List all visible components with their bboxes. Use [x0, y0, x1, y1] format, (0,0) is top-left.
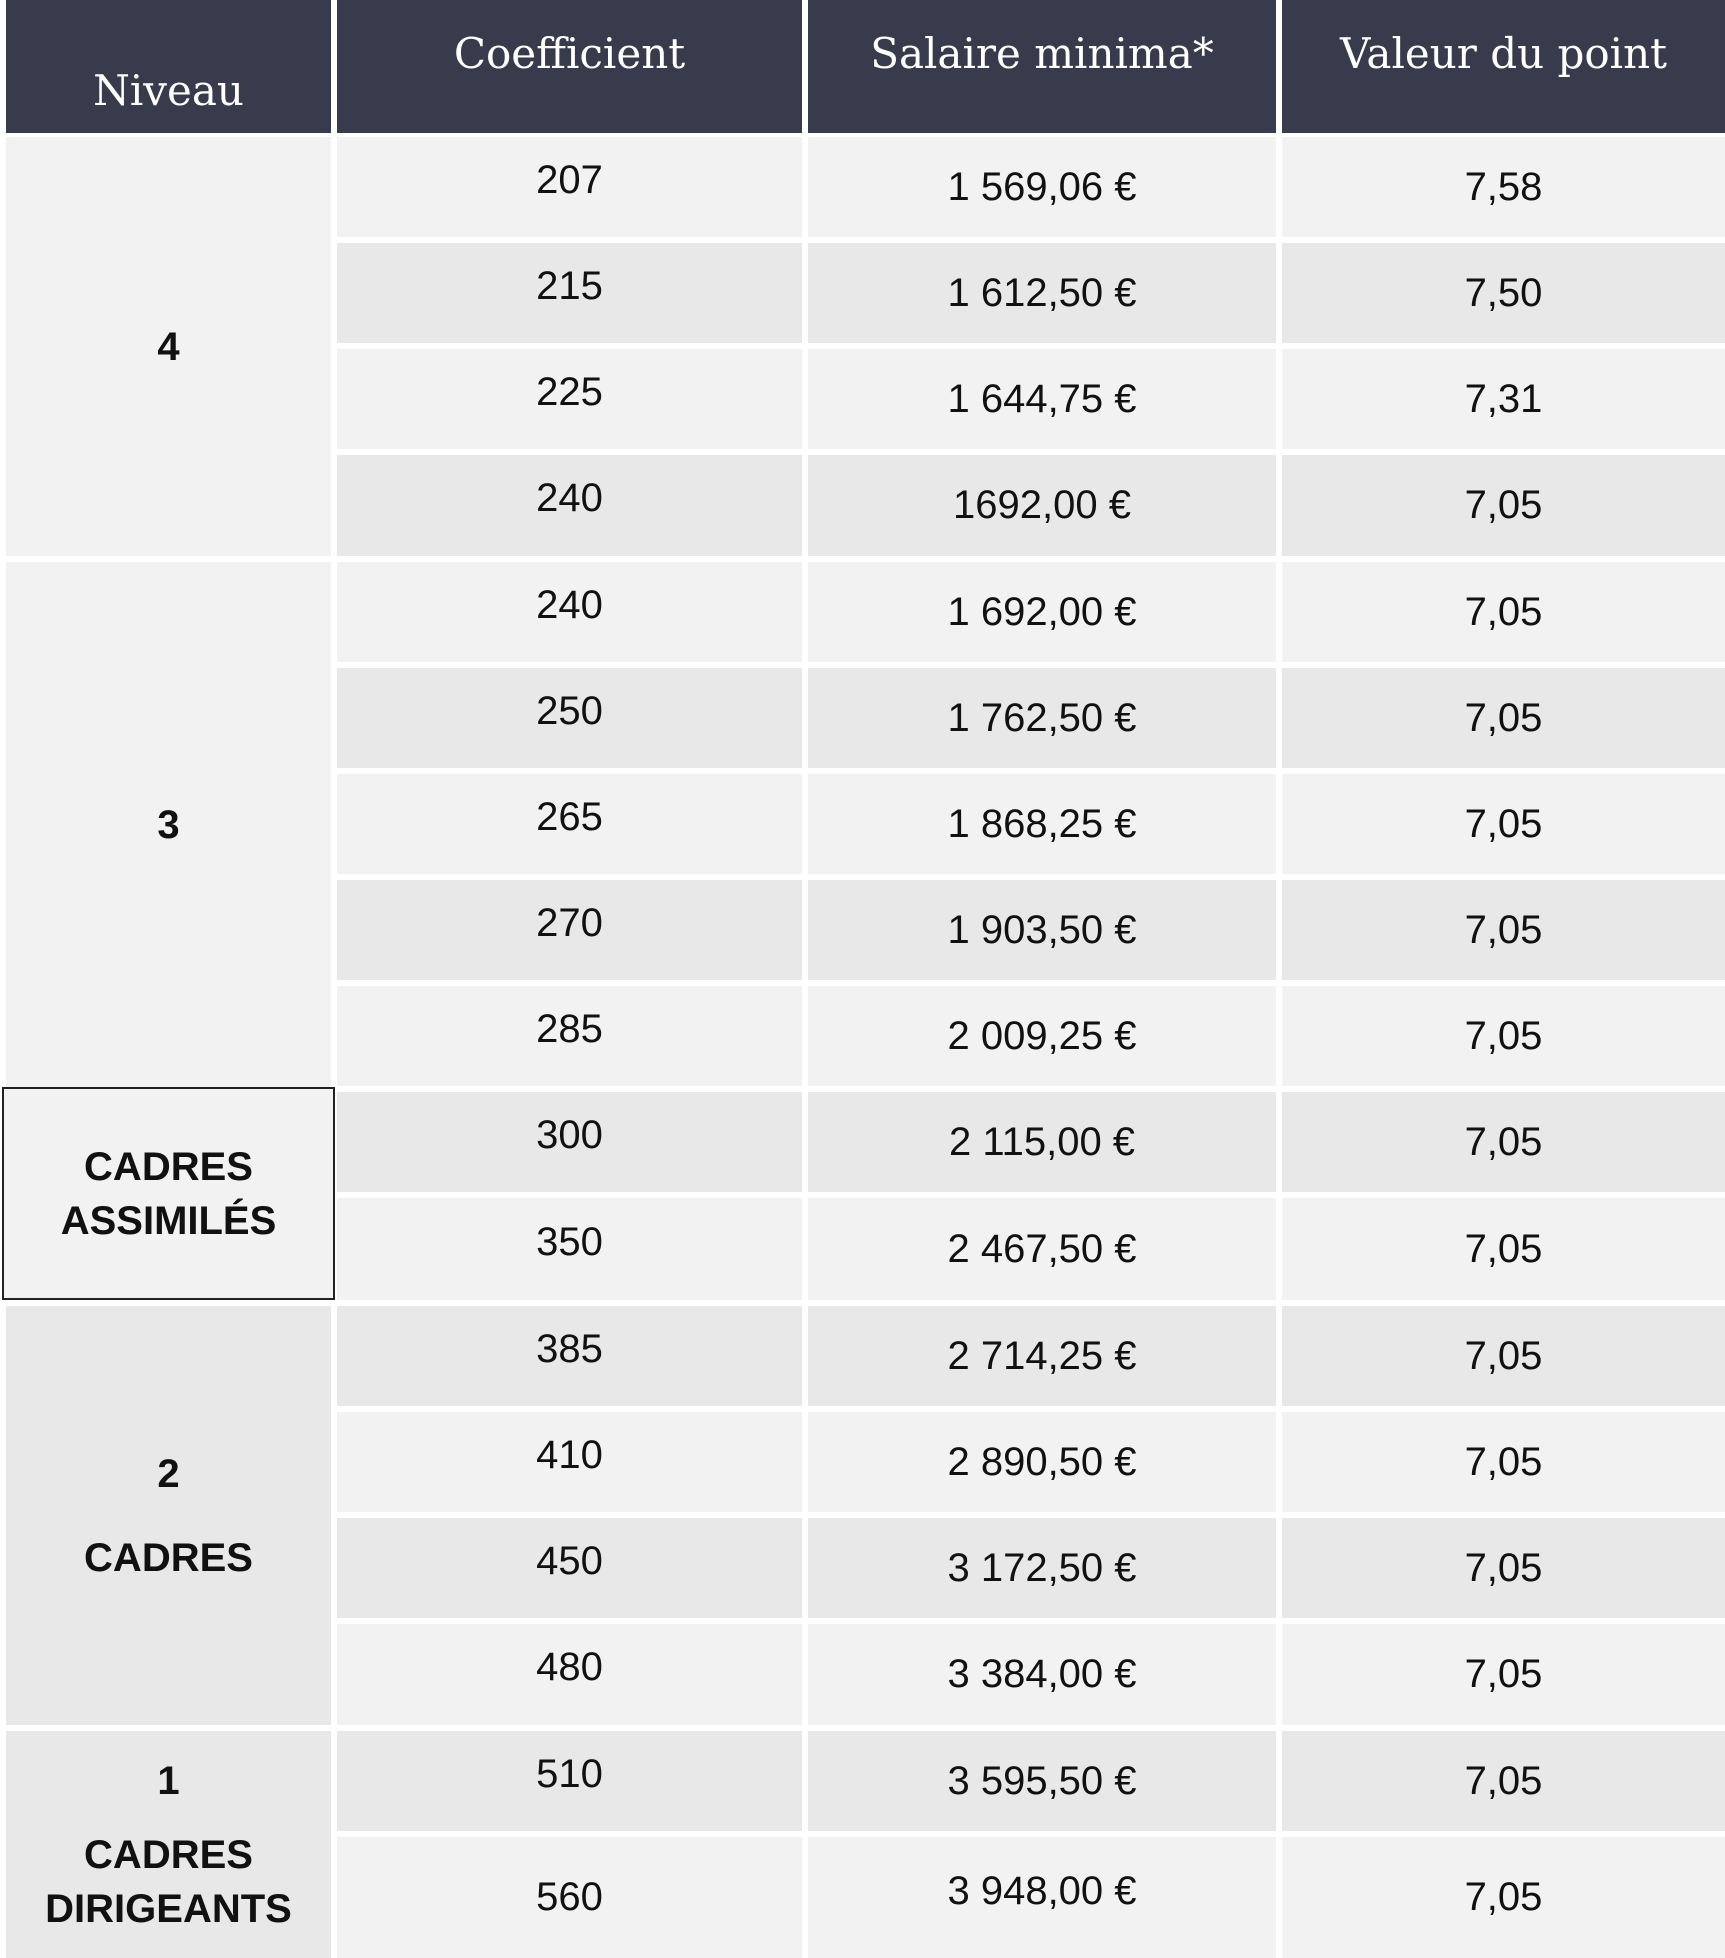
cell-coefficient: 207: [337, 137, 802, 237]
cell-salaire: 2 115,00 €: [808, 1092, 1276, 1192]
niveau-group-3: [6, 562, 331, 1087]
cell-coefficient: 215: [337, 243, 802, 343]
cell-valeur: 7,05: [1282, 562, 1725, 662]
cell-valeur: 7,31: [1282, 349, 1725, 449]
cell-valeur: 7,05: [1282, 1306, 1725, 1406]
header-niveau: Niveau: [6, 0, 331, 133]
niveau-group-4: [6, 137, 331, 556]
cell-valeur: 7,05: [1282, 774, 1725, 874]
cell-coefficient: 510: [337, 1731, 802, 1831]
niveau-label: 2: [157, 1451, 180, 1496]
header-coefficient: Coefficient: [337, 0, 802, 133]
cell-salaire: 3 595,50 €: [808, 1731, 1276, 1831]
cell-salaire: 3 172,50 €: [808, 1518, 1276, 1618]
cell-coefficient: 285: [337, 986, 802, 1086]
cell-valeur: 7,05: [1282, 1412, 1725, 1512]
group-line: ASSIMILÉS: [60, 1198, 277, 1243]
group-line: CADRES: [84, 1832, 253, 1877]
cell-salaire: 1 569,06 €: [808, 137, 1276, 237]
cell-valeur: 7,05: [1282, 1837, 1725, 1958]
cell-salaire: 2 009,25 €: [808, 986, 1276, 1086]
cell-salaire: 1 612,50 €: [808, 243, 1276, 343]
niveau-label: 1: [157, 1758, 180, 1803]
group-line: DIRIGEANTS: [45, 1886, 292, 1931]
cell-coefficient: 240: [337, 562, 802, 662]
cell-salaire: 1692,00 €: [808, 455, 1276, 556]
cell-coefficient: 265: [337, 774, 802, 874]
niveau-group-cadres-assimiles: [2, 1087, 335, 1300]
niveau-label: 4: [157, 324, 180, 369]
cell-coefficient: 300: [337, 1092, 802, 1192]
cell-coefficient: 450: [337, 1518, 802, 1618]
cell-coefficient: 560: [337, 1837, 802, 1958]
cell-coefficient: 410: [337, 1412, 802, 1512]
niveau-group-1-cadres-dirigeants: [6, 1731, 331, 1958]
cell-coefficient: 480: [337, 1624, 802, 1725]
cell-coefficient: 385: [337, 1306, 802, 1406]
cell-coefficient: 270: [337, 880, 802, 980]
cell-valeur: 7,05: [1282, 1518, 1725, 1618]
cell-valeur: 7,05: [1282, 1624, 1725, 1725]
cell-salaire: 1 868,25 €: [808, 774, 1276, 874]
cell-valeur: 7,05: [1282, 986, 1725, 1086]
group-line: CADRES: [84, 1144, 253, 1189]
cell-salaire: 2 890,50 €: [808, 1412, 1276, 1512]
cell-valeur: 7,50: [1282, 243, 1725, 343]
niveau-label: 3: [157, 802, 180, 847]
cell-valeur: 7,05: [1282, 1731, 1725, 1831]
cell-salaire: 3 384,00 €: [808, 1624, 1276, 1725]
header-salaire-minima: Salaire minima*: [808, 0, 1276, 133]
cell-salaire: 1 692,00 €: [808, 562, 1276, 662]
cell-valeur: 7,05: [1282, 668, 1725, 768]
cell-coefficient: 250: [337, 668, 802, 768]
cell-salaire: 1 644,75 €: [808, 349, 1276, 449]
group-line: CADRES: [84, 1535, 253, 1580]
cell-salaire: 2 467,50 €: [808, 1198, 1276, 1300]
cell-salaire: 2 714,25 €: [808, 1306, 1276, 1406]
header-valeur-du-point: Valeur du point: [1282, 0, 1725, 133]
cell-valeur: 7,05: [1282, 880, 1725, 980]
cell-coefficient: 350: [337, 1198, 802, 1300]
cell-coefficient: 240: [337, 455, 802, 556]
cell-valeur: 7,05: [1282, 1092, 1725, 1192]
cell-valeur: 7,05: [1282, 455, 1725, 556]
cell-valeur: 7,05: [1282, 1198, 1725, 1300]
niveau-group-2-cadres: [6, 1306, 331, 1725]
cell-coefficient: 225: [337, 349, 802, 449]
cell-valeur: 7,58: [1282, 137, 1725, 237]
cell-salaire: 1 762,50 €: [808, 668, 1276, 768]
cell-salaire: 1 903,50 €: [808, 880, 1276, 980]
cell-salaire: 3 948,00 €: [808, 1837, 1276, 1958]
